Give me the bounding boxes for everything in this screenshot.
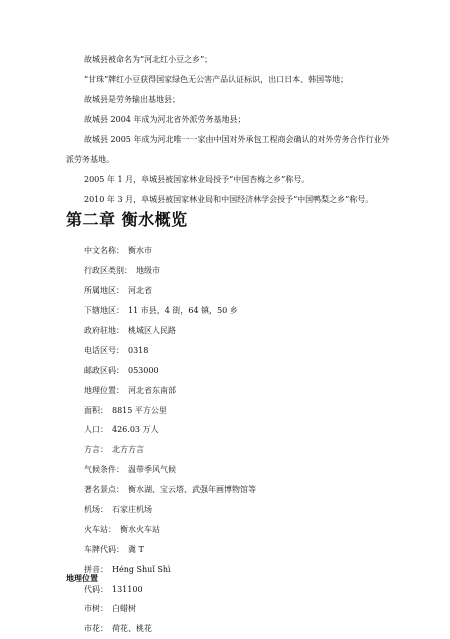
intro-line-5: 故城县 2005 年成为河北唯一一家由中国对外承包工程商会确认的对外劳务合作行业外 <box>84 135 390 144</box>
info-value: 衡水火车站 <box>120 524 160 534</box>
info-value: 温带季风气候 <box>128 465 176 475</box>
info-row <box>84 440 384 460</box>
info-row <box>84 500 384 520</box>
info-value: 8815 平方公里 <box>112 405 167 415</box>
info-key: 方言： <box>84 445 108 455</box>
info-row <box>84 400 384 420</box>
info-key: 邮政区码： <box>84 365 124 375</box>
info-value: 北方方言 <box>112 445 144 455</box>
info-row <box>84 420 384 440</box>
info-row <box>84 321 384 341</box>
info-row <box>84 519 384 539</box>
info-value: 衡水湖、宝云塔、武强年画博物馆等 <box>128 485 256 495</box>
info-row <box>84 301 384 321</box>
info-row <box>84 261 384 281</box>
info-key: 机场： <box>84 505 108 515</box>
info-key: 人口： <box>84 425 108 435</box>
info-value: 地级市 <box>136 266 160 276</box>
info-value: 0318 <box>128 345 149 355</box>
info-key: 行政区类别： <box>84 266 132 276</box>
info-row <box>84 599 384 619</box>
info-value: 桃城区人民路 <box>128 326 176 335</box>
info-key: 气候条件： <box>84 465 124 475</box>
info-value: 河北省 <box>128 286 152 296</box>
info-key: 车牌代码： <box>84 544 124 554</box>
info-key: 市花： <box>84 624 108 634</box>
intro-line-2: “甘珠”牌红小豆获得国家绿色无公害产品认证标识，出口日本、韩国等地； <box>84 75 349 84</box>
intro-line-6: 派劳务基地。 <box>66 155 114 164</box>
intro-line-1: 故城县被命名为“河北红小豆之乡”； <box>84 55 213 64</box>
info-value: 石家庄机场 <box>112 505 152 515</box>
info-row <box>84 360 384 380</box>
info-value: 426.03 万人 <box>112 425 159 435</box>
info-value: 11 市县，4 街，64 镇，50 乡 <box>128 306 238 316</box>
city-info-list <box>84 241 384 639</box>
info-value: 053000 <box>128 365 159 375</box>
info-row <box>84 340 384 360</box>
info-row <box>84 539 384 559</box>
info-key: 下辖地区： <box>84 306 124 316</box>
info-row <box>84 281 384 301</box>
intro-line-4: 故城县 2004 年成为河北省外派劳务基地县； <box>84 115 246 124</box>
chapter-title: 第二章 衡水概览 <box>66 210 188 229</box>
info-row <box>84 579 384 599</box>
info-value: 河北省东南部 <box>128 385 176 395</box>
info-row <box>84 480 384 500</box>
intro-line-3: 故城县是劳务输出基地县； <box>84 95 180 104</box>
info-key: 拼音： <box>84 564 108 574</box>
info-key: 市树： <box>84 604 108 614</box>
info-value: 131100 <box>112 584 143 594</box>
info-key: 所属地区： <box>84 286 124 296</box>
info-value: 白蜡树 <box>112 604 136 614</box>
info-value: Héng Shuǐ Shì <box>112 564 171 574</box>
intro-line-7: 2005 年 1 月，阜城县被国家林业局授予“中国杏梅之乡”称号。 <box>84 175 310 184</box>
info-key: 著名景点： <box>84 485 124 495</box>
info-key: 火车站： <box>84 524 116 534</box>
info-value: 荷花、桃花 <box>112 624 152 634</box>
info-key: 代码： <box>84 584 108 594</box>
info-key: 面积： <box>84 405 108 415</box>
info-value: 衡水市 <box>128 246 152 256</box>
section-title: 地理位置 <box>66 574 98 583</box>
info-row <box>84 380 384 400</box>
info-row <box>84 460 384 480</box>
info-row <box>84 559 384 579</box>
info-value: 冀 T <box>128 544 144 554</box>
info-key: 地理位置： <box>84 385 124 395</box>
info-key: 电话区号： <box>84 345 124 355</box>
info-row <box>84 241 384 261</box>
info-key: 政府驻地： <box>84 326 124 335</box>
intro-line-8: 2010 年 3 月，阜城县被国家林业局和中国经济林学会授予“中国鸭梨之乡”称号。 <box>84 195 374 204</box>
info-key: 中文名称： <box>84 246 124 256</box>
